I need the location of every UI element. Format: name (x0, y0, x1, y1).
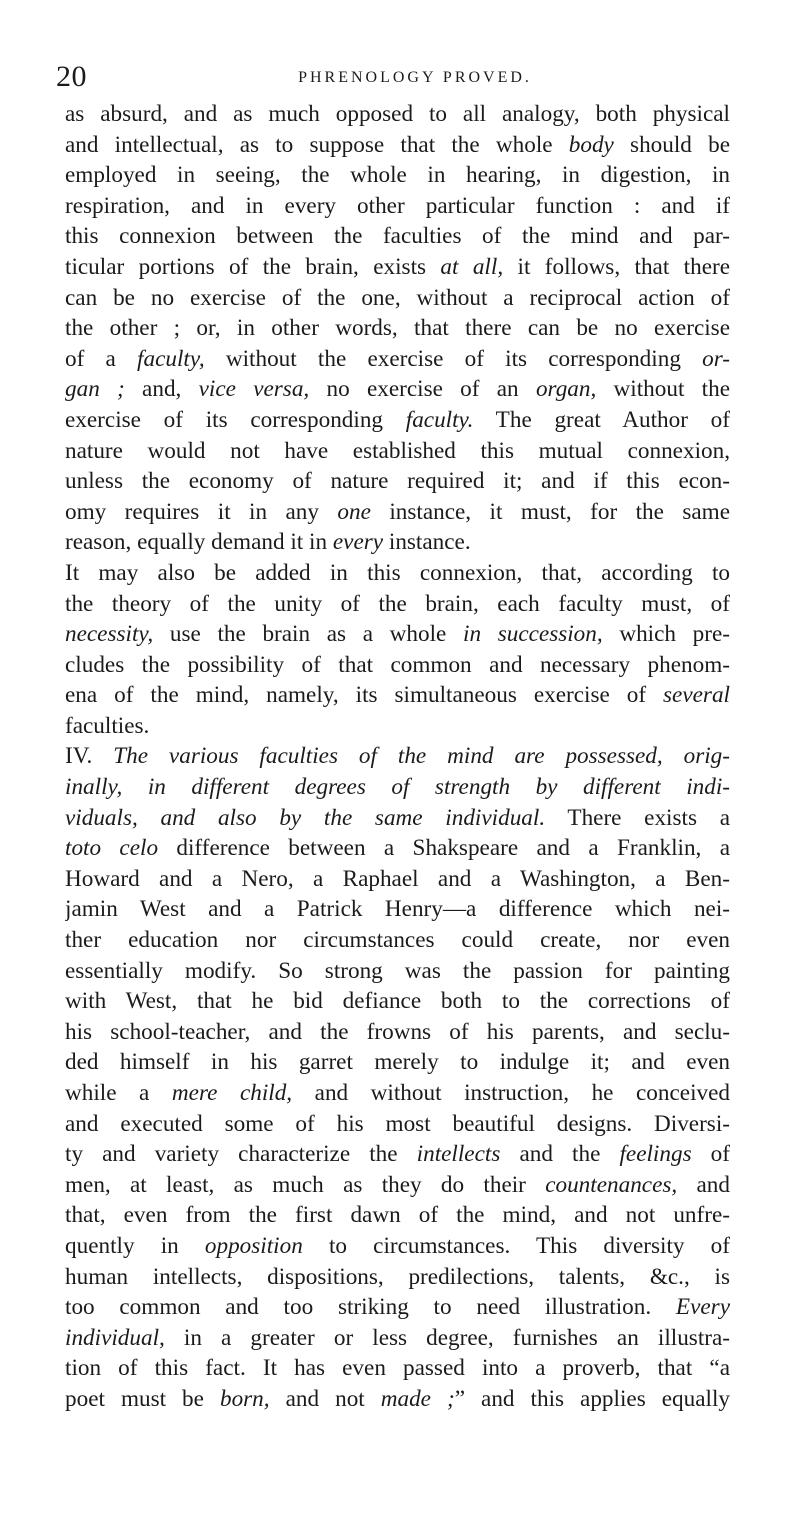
italic-text: body (568, 131, 614, 158)
text-line (65, 772, 730, 803)
text-line (65, 1170, 730, 1201)
text-segment: and without instruction, he conceived (292, 1080, 730, 1106)
text-segment: of a (65, 345, 138, 372)
text-segment: of (691, 1141, 730, 1168)
italic-text: at all, (440, 253, 504, 280)
text-line (65, 130, 730, 161)
text-line (65, 650, 730, 681)
page-header (56, 60, 724, 94)
text-segment: reason, equally demand it in (65, 529, 333, 556)
text-segment: and (677, 1171, 730, 1198)
text-line (65, 1017, 730, 1048)
text-segment: in a greater or less degree, furnishes an illustra- (164, 1324, 730, 1351)
text-line (65, 925, 730, 956)
text-segment: and intellectual, as to suppose that the whole (65, 131, 569, 158)
text-line (65, 466, 730, 497)
text-line (65, 527, 730, 558)
text-line (65, 497, 730, 528)
text-segment: the theory of the unity of the brain, each faculty must, of (65, 590, 730, 617)
italic-text: The various faculties of the mind are possessed, orig- (113, 743, 730, 770)
text-segment: nature would not have established this mutual connexion, (65, 437, 730, 464)
page-number: 20 (56, 60, 87, 93)
text-segment: too common and too striking to need illustration. (65, 1294, 676, 1321)
text-line (65, 405, 730, 436)
text-segment: while a (65, 1080, 172, 1106)
text-line (65, 1323, 730, 1354)
text-segment: and the (500, 1141, 620, 1168)
text-line (65, 252, 730, 283)
text-segment: tion of this fact. It has even passed into a proverb, that “a (65, 1355, 730, 1382)
text-segment: men, at least, as much as they do their (65, 1171, 546, 1198)
text-segment: faculties. (65, 712, 150, 739)
italic-text: in succession, (463, 621, 603, 648)
text-segment: to circumstances. This diversity of (302, 1232, 730, 1259)
text-segment: with West, that he bid defiance both to the corrections of (65, 988, 730, 1015)
text-line (65, 894, 730, 925)
italic-text: several (663, 682, 730, 709)
text-segment: unless the economy of nature required it; and if this econ- (65, 468, 730, 495)
italic-text: mere child, (171, 1080, 293, 1106)
text-line (65, 1078, 730, 1109)
italic-text: organ, (535, 376, 597, 403)
text-segment: and not (269, 1385, 381, 1412)
text-line (65, 956, 730, 987)
text-segment: ticular portions of the brain, exists (65, 253, 441, 280)
text-segment: this connexion between the faculties of the mind and par- (65, 223, 730, 250)
text-segment: human intellects, dispositions, predilections, talents, &c., is (65, 1263, 730, 1290)
italic-text: inally, in different degrees of strength by different indi- (65, 774, 730, 801)
text-segment: without the exercise of its corresponding (204, 345, 703, 372)
italic-text: opposition (204, 1232, 303, 1259)
text-line (65, 986, 730, 1017)
text-line (65, 160, 730, 191)
text-line (65, 1231, 730, 1262)
text-line (65, 283, 730, 314)
text-line (65, 864, 730, 895)
text-line (65, 1139, 730, 1170)
text-line (65, 558, 730, 589)
text-segment: the other ; or, in other words, that there can be no exercise (65, 315, 730, 342)
italic-text: one (337, 498, 371, 525)
italic-text: vice versa, (198, 376, 310, 403)
text-line (65, 436, 730, 467)
text-line (65, 1200, 730, 1231)
text-segment: that, even from the first dawn of the mind, and not unfre- (65, 1202, 730, 1229)
text-segment: Howard and a Nero, a Raphael and a Washington, a Ben- (65, 865, 730, 892)
text-line (65, 221, 730, 252)
text-segment: poet must be (65, 1385, 220, 1412)
text-segment: ded himself in his garret merely to indulge it; and even (65, 1049, 730, 1076)
text-segment: instance, it must, for the same (370, 498, 730, 525)
text-segment: use the brain as a whole (153, 621, 463, 648)
text-segment: and, (124, 376, 199, 403)
text-segment: respiration, and in every other particular function : and if (65, 192, 730, 219)
text-segment: ther education nor circumstances could create, nor even (65, 927, 730, 954)
text-segment: no exercise of an (309, 376, 536, 403)
text-segment: instance. (383, 529, 471, 556)
text-segment: it follows, that there (503, 253, 730, 280)
text-segment: There exists a (545, 804, 730, 831)
italic-text: gan ; (65, 376, 125, 403)
italic-text: intellects (416, 1141, 501, 1168)
text-line (65, 99, 730, 130)
body-text (65, 99, 730, 1415)
text-line (65, 313, 730, 344)
italic-text: countenances, (545, 1171, 678, 1198)
text-segment: employed in seeing, the whole in hearing, in digestion, in (65, 162, 730, 189)
text-line (65, 191, 730, 222)
italic-text: toto celo (65, 835, 159, 862)
italic-text: Every (675, 1294, 730, 1321)
text-line (65, 1262, 730, 1293)
running-head: PHRENOLOGY PROVED. (298, 69, 532, 86)
italic-text: viduals, and also by the same individual. (65, 804, 546, 831)
text-segment: without the (596, 376, 730, 403)
text-segment: can be no exercise of the one, without a reciprocal action of (65, 284, 730, 311)
text-segment: ” and this applies equally (454, 1385, 730, 1412)
text-segment: ty and variety characterize the (65, 1141, 417, 1168)
text-line (65, 680, 730, 711)
text-line (65, 589, 730, 620)
text-segment: It may also be added in this connexion, that, according to (65, 559, 730, 586)
italic-text: faculty, (137, 345, 205, 372)
text-segment: exercise of its corresponding (65, 406, 406, 433)
italic-text: individual, (65, 1324, 165, 1351)
text-segment: difference between a Shakspeare and a Franklin, a (158, 835, 730, 862)
text-line (65, 1109, 730, 1140)
text-segment: and executed some of his most beautiful designs. Diversi- (65, 1110, 730, 1137)
text-line (65, 374, 730, 405)
text-segment: ena of the mind, namely, its simultaneous exercise of (65, 682, 664, 709)
text-line (65, 711, 730, 742)
italic-text: or- (702, 345, 730, 372)
text-line (65, 1047, 730, 1078)
italic-text: necessity, (65, 621, 154, 648)
text-segment: should be (613, 131, 730, 158)
text-line (65, 619, 730, 650)
text-segment: omy requires it in any (65, 498, 338, 525)
text-line (65, 803, 730, 834)
text-segment: IV. (65, 743, 114, 770)
text-segment: as absurd, and as much opposed to all analogy, both physical (65, 101, 730, 127)
text-line (65, 1353, 730, 1384)
text-segment: The great Author of (473, 406, 730, 433)
text-segment: essentially modify. So strong was the passion for painting (65, 957, 730, 984)
italic-text: feelings (619, 1141, 692, 1168)
text-segment: jamin West and a Patrick Henry—a difference which nei- (65, 896, 730, 923)
text-line (65, 344, 730, 375)
italic-text: every (332, 529, 384, 556)
text-line (65, 1384, 730, 1415)
text-line (65, 1292, 730, 1323)
text-segment: his school-teacher, and the frowns of his parents, and seclu- (65, 1018, 730, 1045)
text-segment: quently in (65, 1232, 205, 1259)
text-segment: which pre- (602, 621, 730, 648)
italic-text: made ; (380, 1385, 455, 1412)
text-segment: cludes the possibility of that common and necessary phenom- (65, 651, 730, 678)
text-line (65, 741, 730, 772)
italic-text: born, (219, 1385, 270, 1412)
italic-text: faculty. (405, 406, 474, 433)
text-line (65, 833, 730, 864)
